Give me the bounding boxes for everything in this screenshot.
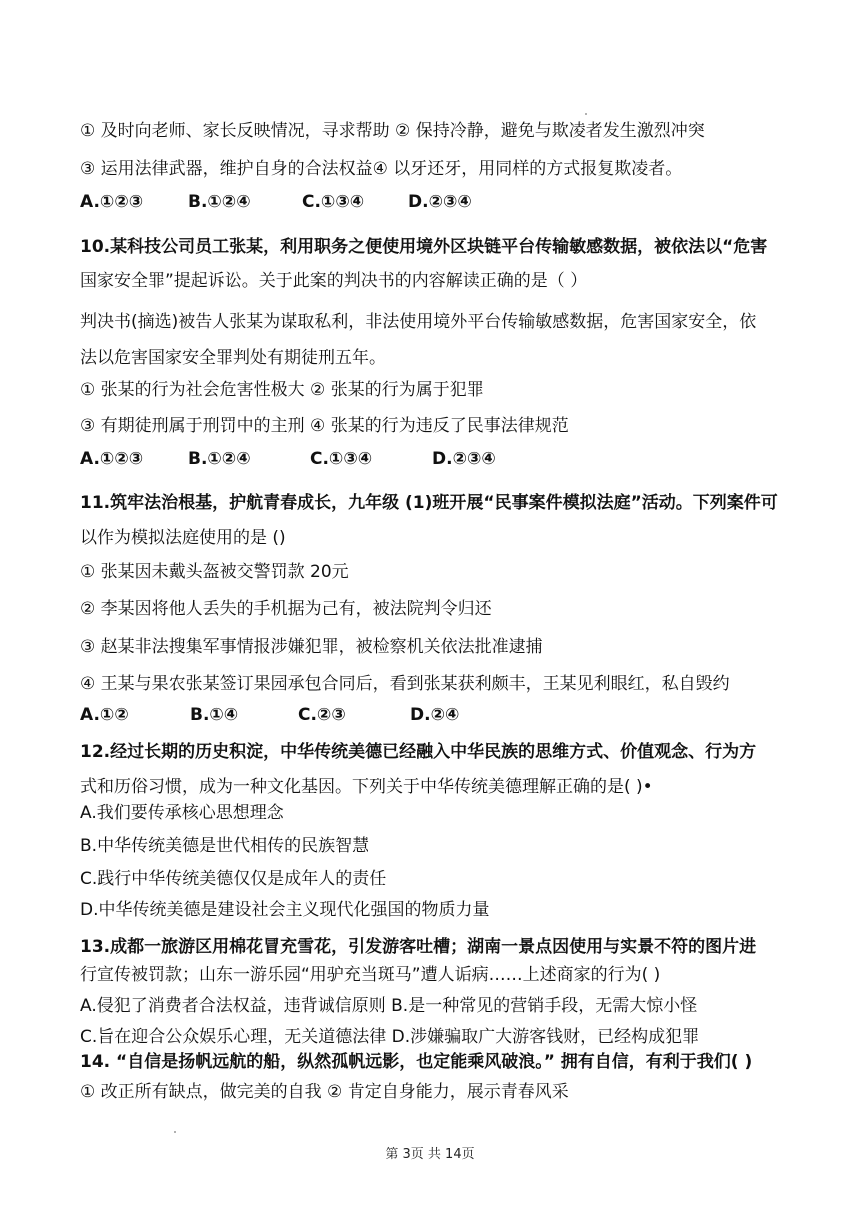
q9-choice-a: A.①②③ bbox=[80, 192, 144, 212]
q11-choice-a: A.①② bbox=[80, 705, 129, 725]
q9-option-line-2: ③ 运用法律武器，维护自身的合法权益④ 以牙还牙，用同样的方式报复欺凌者。 bbox=[80, 159, 683, 179]
q13-stem-line-2: 行宣传被罚款；山东一游乐园“用驴充当斑马”遭人诟病……上述商家的行为( ) bbox=[80, 965, 661, 985]
q10-text-line-1: 判决书(摘选)被告人张某为谋取私利，非法使用境外平台传输敏感数据，危害国家安全，依 bbox=[80, 312, 757, 332]
q10-choice-a: A.①②③ bbox=[80, 449, 144, 469]
q10-option-line-2: ③ 有期徒刑属于刑罚中的主刑 ④ 张某的行为违反了民事法律规范 bbox=[80, 416, 569, 436]
q12-option-c: C.践行中华传统美德仅仅是成年人的责任 bbox=[80, 869, 387, 889]
q10-text-line-2: 法以危害国家安全罪判处有期徒刑五年。 bbox=[80, 348, 386, 368]
q10-choice-b: B.①②④ bbox=[188, 449, 251, 469]
q12-stem-line-2: 式和历俗习惯，成为一种文化基因。下列关于中华传统美德理解正确的是( )• bbox=[80, 777, 653, 797]
q11-choice-c: C.②③ bbox=[298, 705, 346, 725]
q10-choice-d: D.②③④ bbox=[432, 449, 496, 469]
q11-stem-line-2: 以作为模拟法庭使用的是 () bbox=[80, 528, 286, 548]
q13-option-line-1: A.侵犯了消费者合法权益，违背诚信原则 B.是一种常见的营销手段，无需大惊小怪 bbox=[80, 996, 698, 1016]
q11-option-1: ① 张某因未戴头盔被交警罚款 20元 bbox=[80, 562, 349, 582]
q11-choices bbox=[80, 704, 459, 726]
q9-choice-c: C.①③④ bbox=[302, 192, 365, 212]
q9-option-line-1: ① 及时向老师、家长反映情况，寻求帮助 ② 保持冷静，避免与欺凌者发生激烈冲突 bbox=[80, 121, 705, 141]
q9-choices bbox=[80, 191, 472, 213]
q11-choice-b: B.①④ bbox=[190, 705, 239, 725]
q12-stem-line-1: 12.经过长期的历史积淀，中华传统美德已经融入中华民族的思维方式、价值观念、行为方 bbox=[80, 742, 757, 762]
q12-option-a: A.我们要传承核心思想理念 bbox=[80, 803, 284, 823]
q11-stem-line-1: 11.筑牢法治根基，护航青春成长，九年级 (1)班开展“民事案件模拟法庭”活动。下列案件可 bbox=[80, 493, 778, 513]
q10-stem-line-2: 国家安全罪”提起诉讼。关于此案的判决书的内容解读正确的是（ ） bbox=[80, 271, 588, 291]
q14-option-line-1: ① 改正所有缺点，做完美的自我 ② 肯定自身能力，展示青春风采 bbox=[80, 1082, 569, 1102]
q10-stem-line-1: 10.某科技公司员工张某，利用职务之便使用境外区块链平台传输敏感数据，被依法以“危害 bbox=[80, 237, 768, 257]
scan-speck bbox=[174, 1131, 176, 1133]
q12-option-b: B.中华传统美德是世代相传的民族智慧 bbox=[80, 836, 370, 856]
q11-option-2: ② 李某因将他人丢失的手机据为己有，被法院判令归还 bbox=[80, 599, 492, 619]
scan-speck bbox=[585, 113, 587, 115]
q14-stem-line-1: 14. “自信是扬帆远航的船，纵然孤帆远影，也定能乘风破浪。” 拥有自信，有利于我们( ) bbox=[80, 1052, 753, 1072]
page-footer: 第 3页 共 14页 bbox=[385, 1147, 475, 1162]
q9-choice-b: B.①②④ bbox=[188, 192, 251, 212]
q11-option-3: ③ 赵某非法搜集军事情报涉嫌犯罪，被检察机关依法批准逮捕 bbox=[80, 637, 543, 657]
q12-option-d: D.中华传统美德是建设社会主义现代化强国的物质力量 bbox=[80, 900, 490, 920]
q10-choices bbox=[80, 448, 496, 470]
q13-stem-line-1: 13.成都一旅游区用棉花冒充雪花，引发游客吐槽；湖南一景点因使用与实景不符的图片进 bbox=[80, 937, 757, 957]
q11-choice-d: D.②④ bbox=[410, 705, 460, 725]
q11-option-4: ④ 王某与果农张某签订果园承包合同后，看到张某获利颇丰，王某见利眼红，私自毁约 bbox=[80, 674, 730, 694]
q9-choice-d: D.②③④ bbox=[408, 192, 472, 212]
q10-option-line-1: ① 张某的行为社会危害性极大 ② 张某的行为属于犯罪 bbox=[80, 380, 484, 400]
q10-choice-c: C.①③④ bbox=[310, 449, 373, 469]
q13-option-line-2: C.旨在迎合公众娱乐心理，无关道德法律 D.涉嫌骗取广大游客钱财，已经构成犯罪 bbox=[80, 1027, 700, 1047]
